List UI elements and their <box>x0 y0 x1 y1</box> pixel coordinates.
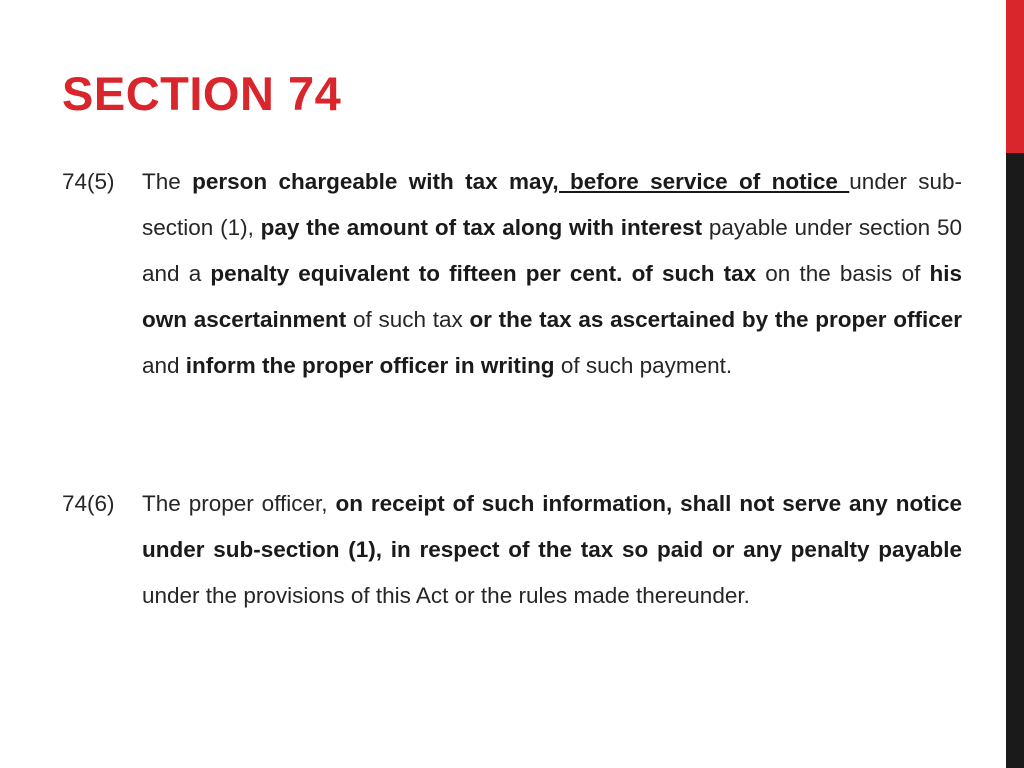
text-segment-bold: penalty equivalent to fifteen per cent. of such tax <box>210 261 757 286</box>
text-segment-bold: inform the proper officer in writing <box>185 353 555 378</box>
text-segment: on the basis of <box>756 261 930 286</box>
accent-bar-dark <box>1006 153 1024 768</box>
accent-bar-red <box>1006 0 1024 153</box>
text-segment: of such tax <box>346 307 470 332</box>
text-segment-bold: pay the amount of tax along with interest <box>260 215 703 240</box>
text-segment-bold: or the tax as ascertained by the proper officer <box>469 307 963 332</box>
clause-text <box>142 481 962 619</box>
page-title: SECTION 74 <box>62 67 342 120</box>
text-segment: and <box>142 353 186 378</box>
text-segment-bold: person chargeable with tax may <box>192 169 553 194</box>
text-segment: of such payment. <box>554 353 733 378</box>
text-segment: The proper officer, <box>142 491 336 516</box>
text-segment: under sub-section (1), <box>142 169 962 240</box>
text-segment-bold: on receipt of such information, shall not serve any notice under sub-section (1), in respect of the tax so paid or any penalty payable <box>142 491 962 562</box>
clause-number: 74(6) <box>62 491 115 516</box>
clause-number: 74(5) <box>62 169 115 194</box>
text-segment: payable under section 50 and a <box>142 215 962 286</box>
text-segment-bold: his own ascertainment <box>142 261 962 332</box>
text-segment: The <box>142 169 193 194</box>
text-segment: under the provisions of this Act or the rules made thereunder. <box>142 583 750 608</box>
text-segment-bold-underlined: , before service of notice <box>552 169 850 194</box>
clause-text <box>142 159 962 389</box>
